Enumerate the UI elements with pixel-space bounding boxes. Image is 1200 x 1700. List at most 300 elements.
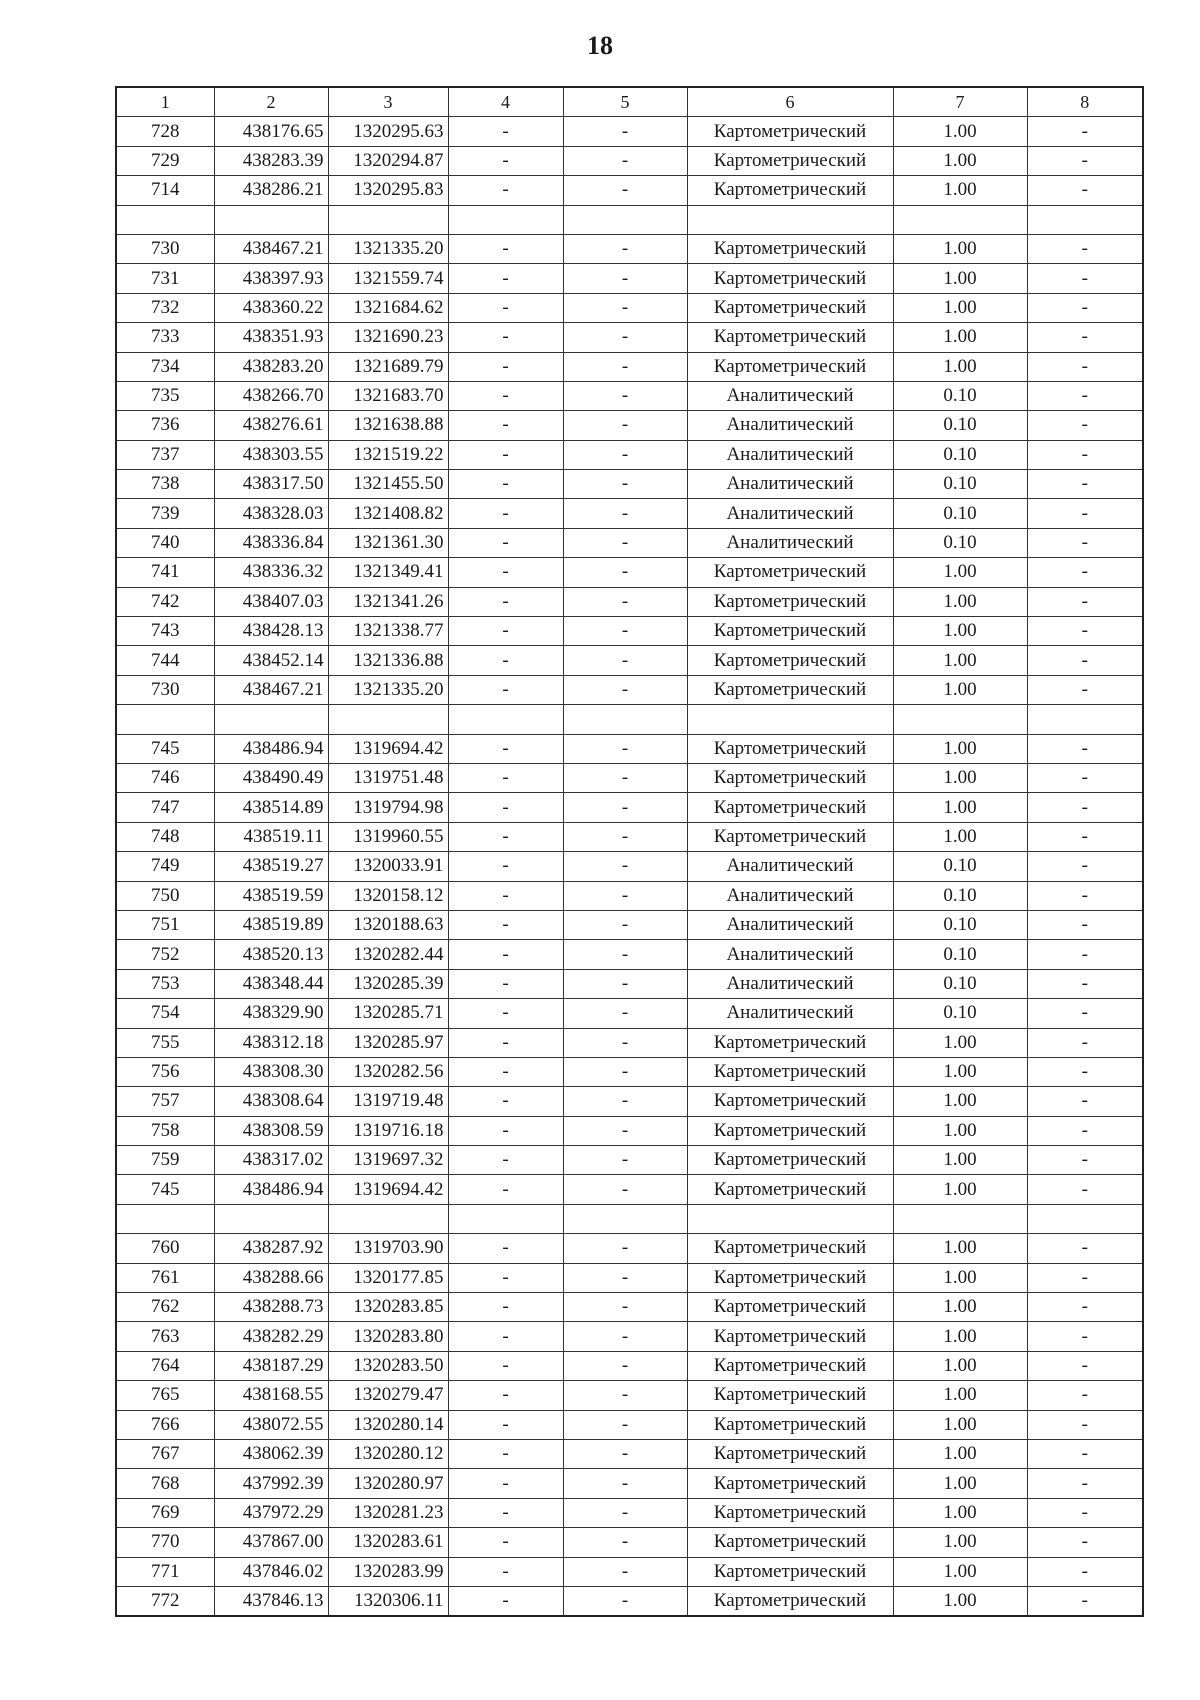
table-row [116,852,1143,881]
table-row [116,1234,1143,1263]
table-row [116,1469,1143,1498]
cell-col-4: - [448,146,563,175]
cell-y-coordinate: 1320283.99 [328,1557,448,1586]
cell-col-5: - [563,411,687,440]
table-row [116,675,1143,704]
cell-accuracy: 1.00 [893,1498,1027,1527]
cell-method: Аналитический [687,969,893,998]
cell-method: Картометрический [687,146,893,175]
table-row [116,1263,1143,1292]
cell-col-4: - [448,881,563,910]
cell-col-5: - [563,1410,687,1439]
cell-col-8: - [1027,176,1143,205]
cell-point-number: 732 [116,293,214,322]
cell-accuracy: 1.00 [893,234,1027,263]
cell-point-number: 729 [116,146,214,175]
cell-point-number: 762 [116,1293,214,1322]
cell-col-8: - [1027,646,1143,675]
cell-col-4: - [448,117,563,146]
cell-method: Картометрический [687,323,893,352]
cell-y-coordinate: 1321638.88 [328,411,448,440]
cell-col-8: - [1027,293,1143,322]
header-cell: 5 [563,87,687,117]
cell-accuracy: 1.00 [893,1263,1027,1292]
cell-col-5: - [563,176,687,205]
cell-y-coordinate: 1321335.20 [328,234,448,263]
cell-point-number: 763 [116,1322,214,1351]
cell-x-coordinate: 438176.65 [214,117,328,146]
cell-point-number: 728 [116,117,214,146]
cell-method: Картометрический [687,1528,893,1557]
cell-y-coordinate: 1320283.80 [328,1322,448,1351]
table-row [116,558,1143,587]
cell-point-number: 748 [116,822,214,851]
cell-x-coordinate: 438187.29 [214,1351,328,1380]
cell-col-4: - [448,1469,563,1498]
cell-x-coordinate: 438486.94 [214,1175,328,1204]
cell-y-coordinate: 1320295.63 [328,117,448,146]
cell-y-coordinate: 1321338.77 [328,617,448,646]
cell-point-number: 749 [116,852,214,881]
cell-col-5: - [563,1586,687,1616]
cell-x-coordinate: 438288.66 [214,1263,328,1292]
table-row [116,793,1143,822]
cell-method: Картометрический [687,763,893,792]
cell-x-coordinate: 437846.02 [214,1557,328,1586]
table-row [116,1322,1143,1351]
cell-col-5: - [563,587,687,616]
cell-point-number: 754 [116,999,214,1028]
cell-col-4: - [448,999,563,1028]
cell-accuracy: 1.00 [893,1175,1027,1204]
cell-x-coordinate: 438490.49 [214,763,328,792]
cell-col-5: - [563,146,687,175]
cell-method: Картометрический [687,176,893,205]
table-row [116,1381,1143,1410]
cell-method: Картометрический [687,1293,893,1322]
cell-col-8: - [1027,528,1143,557]
cell-col-5: - [563,234,687,263]
cell-y-coordinate: 1321361.30 [328,528,448,557]
cell-col-5: - [563,881,687,910]
cell-x-coordinate: 438336.32 [214,558,328,587]
cell-y-coordinate: 1320033.91 [328,852,448,881]
cell-col-4: - [448,793,563,822]
cell-y-coordinate: 1321336.88 [328,646,448,675]
cell-method: Картометрический [687,1439,893,1468]
cell-col-5 [563,205,687,234]
cell-col-8: - [1027,1263,1143,1292]
cell-method: Аналитический [687,528,893,557]
cell-point-number: 758 [116,1116,214,1145]
cell-point-number: 730 [116,675,214,704]
cell-col-4: - [448,646,563,675]
cell-point-number: 756 [116,1057,214,1086]
cell-method [687,705,893,734]
cell-col-4: - [448,176,563,205]
cell-method: Картометрический [687,1586,893,1616]
table-row [116,381,1143,410]
cell-x-coordinate: 438168.55 [214,1381,328,1410]
cell-col-8: - [1027,1116,1143,1145]
page-number: 18 [587,31,613,60]
table-row [116,1293,1143,1322]
cell-col-4 [448,1204,563,1233]
cell-y-coordinate: 1321689.79 [328,352,448,381]
cell-x-coordinate: 438276.61 [214,411,328,440]
cell-y-coordinate: 1320283.85 [328,1293,448,1322]
cell-col-4: - [448,1410,563,1439]
cell-col-8: - [1027,323,1143,352]
blank-separator-row [116,1204,1143,1233]
cell-point-number: 750 [116,881,214,910]
cell-col-8: - [1027,822,1143,851]
cell-accuracy: 1.00 [893,617,1027,646]
cell-col-4: - [448,1322,563,1351]
cell-accuracy: 1.00 [893,734,1027,763]
cell-col-8: - [1027,1528,1143,1557]
cell-col-8: - [1027,1381,1143,1410]
cell-col-8: - [1027,881,1143,910]
table-row [116,146,1143,175]
cell-col-8: - [1027,734,1143,763]
cell-point-number: 735 [116,381,214,410]
cell-point-number: 769 [116,1498,214,1527]
cell-col-4: - [448,1351,563,1380]
cell-method: Картометрический [687,822,893,851]
cell-col-5: - [563,1469,687,1498]
cell-accuracy: 1.00 [893,793,1027,822]
cell-x-coordinate: 438282.29 [214,1322,328,1351]
cell-y-coordinate: 1320280.14 [328,1410,448,1439]
table-row [116,1057,1143,1086]
cell-col-5: - [563,1322,687,1351]
cell-col-4: - [448,675,563,704]
cell-col-8 [1027,1204,1143,1233]
cell-point-number [116,705,214,734]
cell-col-5: - [563,1028,687,1057]
cell-col-5: - [563,1057,687,1086]
table-row [116,411,1143,440]
table-row [116,1439,1143,1468]
cell-accuracy: 0.10 [893,411,1027,440]
cell-col-8: - [1027,1410,1143,1439]
table-row [116,293,1143,322]
cell-method: Картометрический [687,117,893,146]
cell-accuracy [893,205,1027,234]
cell-col-5: - [563,528,687,557]
cell-y-coordinate: 1320285.39 [328,969,448,998]
cell-y-coordinate: 1320295.83 [328,176,448,205]
cell-y-coordinate: 1320294.87 [328,146,448,175]
cell-method: Картометрический [687,1381,893,1410]
table-row [116,1498,1143,1527]
cell-col-5: - [563,1381,687,1410]
cell-method: Картометрический [687,587,893,616]
cell-y-coordinate: 1320281.23 [328,1498,448,1527]
cell-accuracy: 1.00 [893,146,1027,175]
cell-accuracy: 1.00 [893,1586,1027,1616]
cell-y-coordinate [328,1204,448,1233]
header-row [116,87,1143,117]
cell-y-coordinate: 1319694.42 [328,1175,448,1204]
cell-accuracy: 1.00 [893,558,1027,587]
cell-col-8: - [1027,999,1143,1028]
cell-point-number: 731 [116,264,214,293]
cell-y-coordinate: 1319751.48 [328,763,448,792]
cell-col-8: - [1027,1234,1143,1263]
cell-col-8: - [1027,1586,1143,1616]
cell-accuracy: 0.10 [893,499,1027,528]
cell-col-4: - [448,1087,563,1116]
cell-x-coordinate [214,705,328,734]
cell-x-coordinate: 438308.64 [214,1087,328,1116]
cell-point-number: 764 [116,1351,214,1380]
cell-accuracy: 1.00 [893,264,1027,293]
cell-col-8: - [1027,1498,1143,1527]
cell-x-coordinate: 438348.44 [214,969,328,998]
cell-col-5: - [563,1263,687,1292]
cell-point-number: 772 [116,1586,214,1616]
header-cell: 4 [448,87,563,117]
cell-y-coordinate: 1319694.42 [328,734,448,763]
cell-col-5: - [563,1234,687,1263]
cell-col-4: - [448,1528,563,1557]
cell-col-4 [448,705,563,734]
cell-point-number: 770 [116,1528,214,1557]
cell-col-5: - [563,646,687,675]
cell-col-8: - [1027,1557,1143,1586]
cell-point-number: 752 [116,940,214,969]
cell-y-coordinate: 1320285.97 [328,1028,448,1057]
cell-col-4: - [448,940,563,969]
cell-col-4: - [448,499,563,528]
table-row [116,470,1143,499]
cell-col-8: - [1027,411,1143,440]
cell-col-4: - [448,587,563,616]
table-row [116,117,1143,146]
cell-accuracy [893,705,1027,734]
cell-accuracy: 0.10 [893,881,1027,910]
table-row [116,587,1143,616]
cell-point-number: 741 [116,558,214,587]
cell-y-coordinate: 1321408.82 [328,499,448,528]
cell-accuracy: 1.00 [893,1351,1027,1380]
cell-accuracy: 1.00 [893,1087,1027,1116]
cell-col-5 [563,705,687,734]
cell-x-coordinate: 438283.20 [214,352,328,381]
cell-col-4: - [448,528,563,557]
cell-x-coordinate: 438286.21 [214,176,328,205]
table-row [116,910,1143,939]
cell-y-coordinate: 1320283.50 [328,1351,448,1380]
cell-point-number: 714 [116,176,214,205]
cell-col-4: - [448,969,563,998]
cell-method: Аналитический [687,999,893,1028]
cell-col-4: - [448,1586,563,1616]
table-row [116,1087,1143,1116]
cell-accuracy: 1.00 [893,352,1027,381]
cell-x-coordinate: 438308.30 [214,1057,328,1086]
cell-accuracy: 1.00 [893,1293,1027,1322]
cell-y-coordinate: 1320283.61 [328,1528,448,1557]
cell-method: Картометрический [687,1087,893,1116]
cell-accuracy: 0.10 [893,999,1027,1028]
cell-col-4: - [448,1146,563,1175]
cell-x-coordinate: 438288.73 [214,1293,328,1322]
cell-col-8: - [1027,1028,1143,1057]
cell-y-coordinate: 1321559.74 [328,264,448,293]
cell-method [687,1204,893,1233]
cell-col-8: - [1027,146,1143,175]
table-row [116,1528,1143,1557]
cell-point-number: 771 [116,1557,214,1586]
cell-point-number: 738 [116,470,214,499]
header-cell: 7 [893,87,1027,117]
cell-method: Аналитический [687,440,893,469]
cell-col-4: - [448,323,563,352]
cell-method: Аналитический [687,881,893,910]
cell-col-4: - [448,293,563,322]
cell-col-8: - [1027,440,1143,469]
cell-accuracy: 1.00 [893,646,1027,675]
cell-accuracy: 1.00 [893,1116,1027,1145]
cell-accuracy: 1.00 [893,323,1027,352]
cell-accuracy: 1.00 [893,1322,1027,1351]
table-row [116,1410,1143,1439]
cell-accuracy: 1.00 [893,1410,1027,1439]
cell-col-4 [448,205,563,234]
cell-accuracy: 1.00 [893,1146,1027,1175]
cell-x-coordinate: 438336.84 [214,528,328,557]
cell-point-number: 767 [116,1439,214,1468]
cell-col-8: - [1027,852,1143,881]
cell-col-8: - [1027,1087,1143,1116]
cell-col-8: - [1027,352,1143,381]
cell-col-5: - [563,617,687,646]
table-row [116,440,1143,469]
cell-x-coordinate: 438519.11 [214,822,328,851]
cell-accuracy: 0.10 [893,969,1027,998]
cell-method: Картометрический [687,1146,893,1175]
cell-col-8: - [1027,793,1143,822]
cell-y-coordinate: 1321341.26 [328,587,448,616]
cell-col-5: - [563,117,687,146]
cell-x-coordinate: 438283.39 [214,146,328,175]
cell-point-number: 730 [116,234,214,263]
cell-accuracy: 1.00 [893,117,1027,146]
cell-col-8: - [1027,1057,1143,1086]
cell-accuracy [893,1204,1027,1233]
cell-method: Картометрический [687,1557,893,1586]
cell-col-4: - [448,411,563,440]
cell-y-coordinate: 1321349.41 [328,558,448,587]
cell-y-coordinate: 1319703.90 [328,1234,448,1263]
table-row [116,264,1143,293]
cell-accuracy: 0.10 [893,910,1027,939]
cell-col-8: - [1027,117,1143,146]
cell-accuracy: 1.00 [893,822,1027,851]
cell-x-coordinate: 437992.39 [214,1469,328,1498]
cell-x-coordinate: 438329.90 [214,999,328,1028]
cell-accuracy: 0.10 [893,470,1027,499]
cell-col-5: - [563,734,687,763]
cell-x-coordinate: 438317.02 [214,1146,328,1175]
table-row [116,734,1143,763]
cell-point-number: 745 [116,734,214,763]
table-row [116,969,1143,998]
table-row [116,822,1143,851]
cell-y-coordinate: 1320282.56 [328,1057,448,1086]
table-row [116,234,1143,263]
cell-point-number: 766 [116,1410,214,1439]
cell-col-8: - [1027,763,1143,792]
cell-col-5: - [563,499,687,528]
cell-accuracy: 0.10 [893,381,1027,410]
cell-col-4: - [448,1439,563,1468]
table-row [116,323,1143,352]
cell-accuracy: 1.00 [893,1381,1027,1410]
header-cell: 6 [687,87,893,117]
cell-x-coordinate: 438520.13 [214,940,328,969]
cell-x-coordinate: 438317.50 [214,470,328,499]
table-row [116,999,1143,1028]
cell-col-4: - [448,234,563,263]
table-row [116,617,1143,646]
cell-col-4: - [448,617,563,646]
coordinates-table [115,86,1144,1617]
cell-col-8: - [1027,587,1143,616]
cell-method: Картометрический [687,1322,893,1351]
cell-col-4: - [448,1234,563,1263]
cell-y-coordinate: 1320285.71 [328,999,448,1028]
cell-x-coordinate: 438467.21 [214,675,328,704]
cell-method: Картометрический [687,1469,893,1498]
cell-point-number: 743 [116,617,214,646]
cell-method: Картометрический [687,234,893,263]
cell-y-coordinate: 1321684.62 [328,293,448,322]
table-row [116,528,1143,557]
cell-col-8: - [1027,558,1143,587]
cell-point-number: 768 [116,1469,214,1498]
cell-method: Картометрический [687,558,893,587]
cell-col-5: - [563,1557,687,1586]
cell-col-8: - [1027,1146,1143,1175]
cell-col-5: - [563,470,687,499]
cell-col-5: - [563,1146,687,1175]
cell-col-5: - [563,999,687,1028]
cell-col-8: - [1027,675,1143,704]
header-cell: 2 [214,87,328,117]
cell-method: Картометрический [687,675,893,704]
cell-y-coordinate: 1319719.48 [328,1087,448,1116]
cell-y-coordinate: 1320279.47 [328,1381,448,1410]
cell-accuracy: 1.00 [893,293,1027,322]
cell-col-5 [563,1204,687,1233]
cell-col-5: - [563,1087,687,1116]
cell-y-coordinate [328,205,448,234]
cell-y-coordinate: 1320177.85 [328,1263,448,1292]
cell-point-number: 744 [116,646,214,675]
cell-col-5: - [563,910,687,939]
cell-col-8: - [1027,1469,1143,1498]
cell-col-4: - [448,470,563,499]
cell-col-5: - [563,763,687,792]
cell-col-5: - [563,822,687,851]
cell-col-8: - [1027,940,1143,969]
cell-col-4: - [448,734,563,763]
cell-x-coordinate: 437846.13 [214,1586,328,1616]
